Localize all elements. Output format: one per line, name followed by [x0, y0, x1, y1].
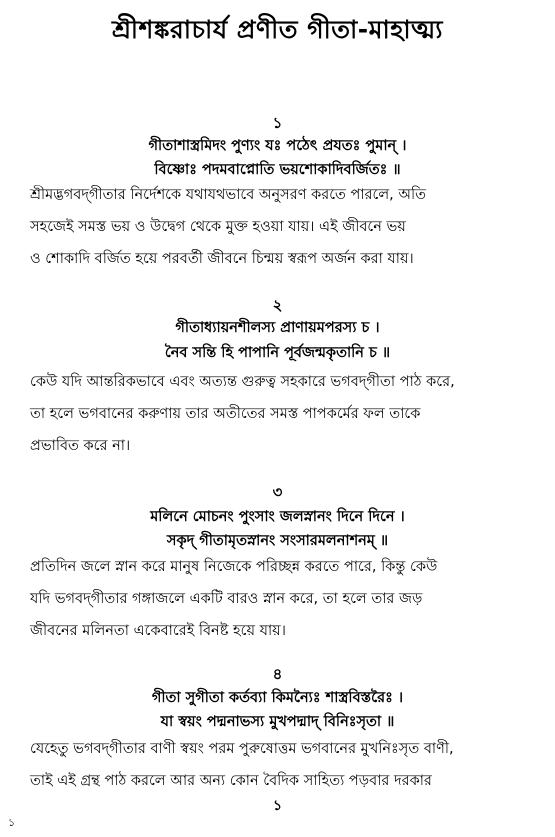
verse-line: মলিনে মোচনং পুংসাং জলস্নানং দিনে দিনে । [150, 509, 405, 525]
translation-line: যেহেতু ভগবদ্‌গীতার বাণী স্বয়ং পরম পুরুষোত্তম ভগবানের মুখনিঃসৃত বাণী, [30, 741, 454, 757]
verse-line: যা স্বয়ং পদ্মনাভস্য মুখপদ্মাদ্ বিনিঃসৃতা ॥ [160, 714, 395, 730]
verse-number: ৩ [272, 483, 283, 501]
verse-line: সকৃদ্ গীতামৃতস্নানং সংসারমলনাশনম্ ॥ [166, 533, 389, 549]
translation-paragraph [30, 366, 535, 462]
translation-line: জীবনের মলিনতা একেবারেই বিনষ্ট হয়ে যায়। [30, 623, 286, 639]
verse-number: ২ [272, 296, 283, 314]
page-title: শ্রীশঙ্করাচার্য প্রণীত গীতা-মাহাত্ম্য [112, 15, 443, 44]
verse-line: বিষ্ণোঃ পদমবাপ্নোতি ভয়শোকাদিবর্জিতঃ ॥ [154, 162, 401, 178]
translation-line: তা হলে ভগবানের করুণায় তার অতীতের সমস্ত পাপকর্মের ফল তাকে [30, 406, 421, 422]
verse-line: গীতাশাস্ত্রমিদং পুণ্যং যঃ পঠেৎ প্রযতঃ পুমান্ । [148, 138, 407, 154]
verse-number: ৪ [272, 665, 283, 683]
verse-line: গীতাধ্যায়নশীলস্য প্রাণায়মপরস্য চ । [175, 320, 380, 336]
translation-line: প্রতিদিন জলে স্নান করে মানুষ নিজেকে পরিচ্ছন্ন করতে পারে, কিন্তু কেউ [30, 559, 438, 575]
translation-line: কেউ যদি আন্তরিকভাবে এবং অত্যন্ত গুরুত্ব সহকারে ভগবদ্‌গীতা পাঠ করে, [30, 374, 455, 390]
page-number: ১ [272, 798, 283, 814]
corner-mark: ১ [8, 816, 16, 829]
translation-line: প্রভাবিত করে না। [30, 438, 131, 454]
translation-line: তাই এই গ্রন্থ পাঠ করলে আর অন্য কোন বৈদিক সাহিত্য পড়বার দরকার [30, 773, 432, 789]
translation-paragraph [30, 179, 535, 275]
verse-number: ১ [272, 114, 283, 132]
translation-line: ও শোকাদি বর্জিত হয়ে পরবর্তী জীবনে চিন্ময় স্বরূপ অর্জন করা যায়। [30, 251, 414, 267]
translation-paragraph [30, 551, 535, 647]
verse-line: নৈব সন্তি হি পাপানি পূর্বজন্মকৃতানি চ ॥ [164, 345, 391, 361]
verse-line: গীতা সুগীতা কর্তব্যা কিমন্যৈঃ শাস্ত্রবিস্তরৈঃ । [151, 690, 404, 706]
translation-line: সহজেই সমস্ত ভয় ও উদ্বেগ থেকে মুক্ত হওয়া যায়। এই জীবনে ভয় [30, 219, 406, 235]
translation-line: যদি ভগবদ্‌গীতার গঙ্গাজলে একটি বারও স্নান করে, তা হলে তার জড় [30, 591, 423, 607]
translation-paragraph [30, 733, 535, 797]
translation-line: শ্রীমদ্ভগবদ্‌গীতার নির্দেশকে যথাযথভাবে অনুসরণ করতে পারলে, অতি [30, 187, 426, 203]
